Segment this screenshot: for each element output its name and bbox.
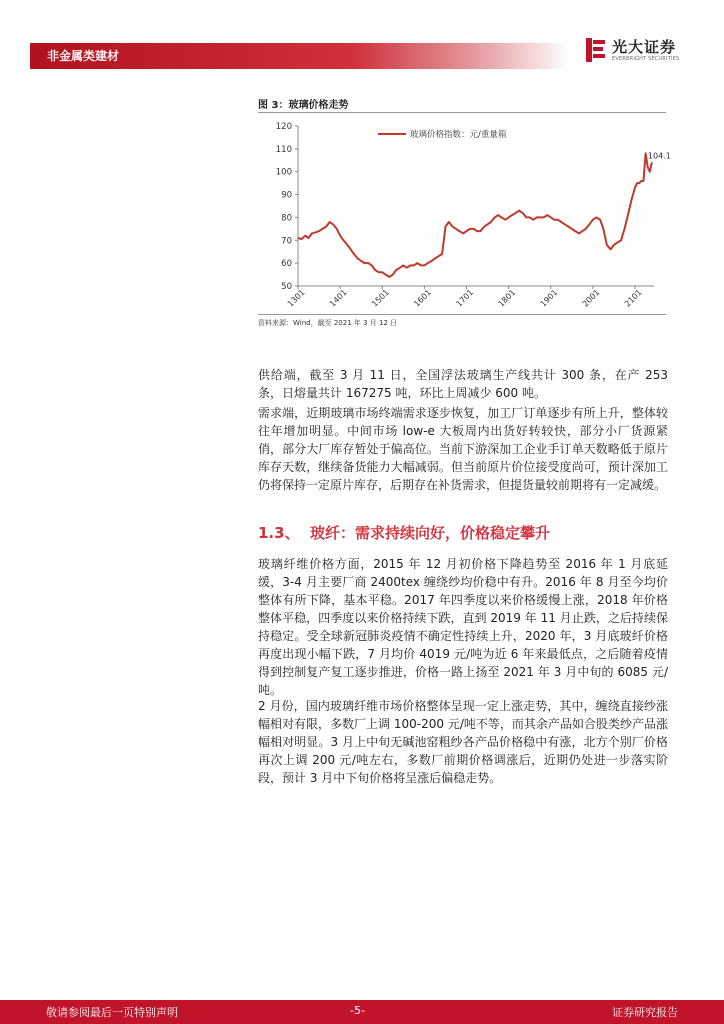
legend-label: 玻璃价格指数：元/重量箱 [410, 130, 507, 140]
footer-bar [0, 1000, 724, 1024]
y-tick-label: 60 [281, 259, 292, 270]
x-tick-label: 1901 [538, 287, 560, 309]
header-banner [30, 43, 570, 69]
paragraph-demand: 需求端，近期玻璃市场终端需求逐步恢复，加工厂订单逐步有所上升，整体较往年增加明显。中间市场 low-e 大板周内出货好转较快，部分小厂货源紧俏，部分大厂库存暂处于偏高位。当前下游深加工企业手订单天数略低于原片库存天数，继续备货能力大幅减弱。但当前原片价位接受度尚可，预计深加工仍将保持一定原片库存，后期存在补货需求，但提货量较前期将有一定减缓。 [258, 406, 668, 492]
y-tick-label: 90 [281, 190, 292, 201]
paragraph-supply: 供给端，截至 3 月 11 日，全国浮法玻璃生产线共计 300 条，在产 253 条，日熔量共计 167275 吨，环比上周减少 600 吨。 [258, 368, 668, 400]
brand-mark-icon [586, 38, 606, 62]
paragraph-fiberglass-price: 玻璃纤维价格方面，2015 年 12 月初价格下降趋势至 2016 年 1 月底延缓，3-4 月主要厂商 2400tex 缠绕纱均价稳中有升。2016 年 8 月至今均价整体有所下降，基本平稳。2017 年四季度以来价格缓慢上涨，2018 年价格整体平稳，四季度以来价格持续下跌，直到 2019 年 11 月止跌，之后持续保持稳定。受全球新冠肺炎疫情不确定性持续上升，2020 年，3 月底玻纤价格再度出现小幅下跌，7 月均价 4019 元/吨为近 6 年来最低点，之后随着疫情得到控制复产复工逐步推进，价格一路上扬至 2021 年 3 月中旬的 6085 元/吨。 [258, 557, 668, 697]
series-line-glass-price [298, 153, 652, 277]
paragraph-february-market: 2 月份，国内玻璃纤维市场价格整体呈现一定上涨走势，其中，缠绕直接纱涨幅相对有限，多数厂上调 100-200 元/吨不等，而其余产品如合股类纱产品涨幅相对明显。3 月上中旬无碱池窑粗纱各产品价格稳中有涨，北方个别厂价格再次上调 200 元/吨左右，多数厂前期价格调涨后，近期仍处进一步落实阶段，预计 3 月中下旬价格将呈涨后偏稳走势。 [258, 699, 668, 785]
y-tick-label: 70 [281, 236, 292, 247]
end-value-label: 104.1 [647, 151, 671, 161]
page-number: -5- [350, 1004, 365, 1017]
x-tick-label: 1301 [285, 287, 307, 309]
x-tick-label: 1701 [454, 287, 476, 309]
x-tick-label: 1501 [370, 287, 391, 309]
figure-top-rule [258, 112, 666, 113]
x-tick-label: 2001 [580, 287, 602, 309]
x-tick-label: 1601 [412, 287, 434, 309]
figure-source: 资料来源：Wind，截至 2021 年 3 月 12 日 [258, 319, 398, 327]
y-tick-label: 110 [275, 144, 292, 155]
y-tick-label: 50 [281, 282, 292, 292]
x-tick-label: 2101 [622, 287, 644, 309]
brand-logo [586, 36, 696, 66]
y-tick-label: 120 [275, 122, 292, 132]
figure-bottom-rule [258, 314, 666, 315]
brand-name-en: EVERBRIGHT SECURITIES [612, 56, 680, 62]
footer-report-type: 证券研究报告 [612, 1006, 678, 1019]
section-number: 1.3、 [258, 524, 300, 542]
glass-price-chart [258, 114, 671, 312]
brand-name: 光大证券 [612, 38, 677, 56]
x-tick-label: 1801 [496, 287, 518, 309]
section-heading [258, 522, 550, 543]
section-title: 玻纤：需求持续向好，价格稳定攀升 [310, 524, 551, 542]
x-tick-label: 1401 [327, 287, 349, 309]
sector-label: 非金属类建材 [47, 49, 120, 63]
footer-disclaimer: 敬请参阅最后一页特别声明 [46, 1006, 178, 1019]
y-tick-label: 100 [275, 167, 292, 178]
figure-title: 图 3：玻璃价格走势 [258, 100, 349, 111]
y-tick-label: 80 [281, 213, 292, 224]
